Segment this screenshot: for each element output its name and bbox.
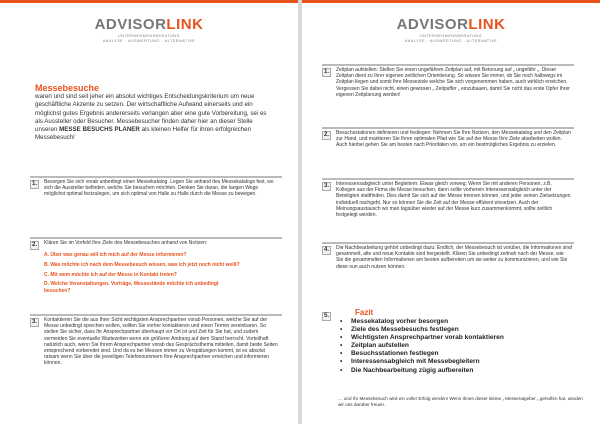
section-divider xyxy=(322,178,574,180)
fazit-item: • Die Nachbearbeitung zügig aufbereiten xyxy=(340,367,560,375)
section-number: 3. xyxy=(323,183,329,189)
section-divider xyxy=(30,176,282,178)
section-text: Besorgen Sie sich vorab unbedingt einen Messekatalog. Legen Sie anhand des Messekatalogs fest, wo sich die Aussteller befinden, welche Sie besuchen möchten. Denken Sie daran, die langen Wege möglichst optimal festzulegen, um sich optimal von Halle zu Halle durch die Messe zu bewegen. xyxy=(44,179,274,198)
question-item: D. Welche Veranstaltungen, Vorträge, Messestände möchte ich unbedingt besuchen? xyxy=(44,281,219,294)
logo-tagline: UNTERNEHMENSBERATUNG xyxy=(419,34,483,38)
section-text: Klären Sie im Vorfeld Ihre Ziele des Messebesuches anhand von Notizen: xyxy=(44,240,208,246)
question-item: B. Was möchte ich nach dem Messebesuch wissen, was ich jetzt noch nicht weiß? xyxy=(44,261,240,268)
fazit-item: • Besuchsstationen festlegen xyxy=(340,350,560,358)
logo-part-1: ADVISOR xyxy=(94,16,167,33)
fazit-item: • Messekatalog vorher besorgen xyxy=(340,318,560,326)
logo-part-1: ADVISOR xyxy=(396,16,469,33)
intro-body: waren und sind seit jeher ein absolut wichtiges Entscheidungskriterium um neue geschäftliche Akzente zu setzen. Der wirtschaftliche Aufwand einerseits und ein möglichst gutes Ergebnis andererseits verlangen aber eine gute Vorbereitung, sei es als Aussteller oder Besucher. Messebesucher finden daher hier an dieser Stelle unseren xyxy=(35,93,267,134)
section-text: Interessensabgleich unter Begleitern: Etwas gleich vorweg: Wenn Sie mit anderen Personen, z.B. Kollegen aus der Firma die Messe besuchen, dann sollte vorherein Interessensabgleich unter der Beteiligten stattfinden. Dies damit Sie sich auf der Messe trennen können, und jeder seinen Zielsetzungen individuell nachgeht. Nur so können Sie die Zeit auf der Messe effizient einsetzen. Auch der Meinungsaustausch wo man tagsüber wieder auf der Messe kurz zusammenkommt, sollte zeitlich festgelegt werden. xyxy=(336,181,571,219)
section-divider xyxy=(322,242,574,244)
section-text: Zeitplan aufstellen: Stellen Sie einen ungefähren Zeitplan auf, mit Betonung auf „ ungefähr „. Dieser Zeitplan dient zu Ihrer eigenen zeitlichen Orientierung. So wissen Sie immer, ob Sie noch halbwegs im Zeitplan liegen und somit Ihre Messeziele welche Sie sich vorgenommen haben, auch wirklich erreichen. Vergessen Sie dabei nicht, einen gewissen „ Zeitpuffer „ einzubauen, damit Sie nicht das erste Opfer Ihrer eigenen Zeitplanung werden! xyxy=(336,67,570,98)
section-divider xyxy=(322,127,574,129)
section-number: 1. xyxy=(31,181,37,187)
closing-text: … und Ihr Messebesuch wird ein voller Erfolg werden! Wenn Ihnen dieser kleine „ Messeratgeber „ geholfen hat, würden wir uns darüber freuen. xyxy=(338,396,583,407)
section-divider xyxy=(322,64,574,66)
page-title: Messebesuche xyxy=(35,83,100,93)
section-number: 2. xyxy=(323,132,329,138)
section-divider xyxy=(30,314,282,316)
fazit-item: • Ziele des Messebesuchs festlegen xyxy=(340,326,560,334)
section-divider xyxy=(30,237,282,239)
fazit-number: 5. xyxy=(323,313,329,319)
section-text: Kontaktieren Sie die aus Ihrer Sicht wichtigsten Ansprechpartner vorab Personen, welche Sie auf der Messe unbedingt sprechen wollen, sollten Sie vorher kontaktieren und einen Termin vereinbaren. So stellen Sie sicher, dass Ihr Ansprechpartner überhaupt vor Ort ist und Zeit für Sie hat, und zudem vermeiden Sie eventuelle Wartezeiten wenn ein größerer Andrang auf dem Stand herrscht. Vorteilhaft natürlich auch, wenn Sie Ihrem Ansprechpartner vorab das Gesprächsthema mitteilen, damit beide Seiten entsprechend vorbereitet sind. Und da es bei Messen immer zu Verspätungen kommt, ist es absolut ratsam wenn Sie über die jeweiligen Telefonnummern Ihre Ansprechpartner erreichen und informieren können. xyxy=(44,317,278,367)
intro-caps: MESSE BESUCHS PLANER xyxy=(59,126,140,134)
section-text: Die Nachbearbeitung gehört unbedingt dazu: Endlich, der Messebesuch ist vorüber, die Informationen sind gesammelt, alte und neue Kontakte sind hergestellt. Klären Sie unbedingt zeitnah nach der Messe, wie Sie die gesammelten Informationen am besten aufbereiten um sie weiter zu kommunizieren, und wie Sie diese nun auch nutzen können. xyxy=(336,245,572,270)
section-number: 3. xyxy=(31,319,37,325)
logo xyxy=(0,17,298,43)
logo-tagline: UNTERNEHMENSBERATUNG xyxy=(117,34,181,38)
intro-text xyxy=(35,93,275,143)
section-number: 4. xyxy=(323,247,329,253)
fazit-item: • Zeitplan aufstellen xyxy=(340,342,560,350)
section-number: 2. xyxy=(31,242,37,248)
fazit-item: • Interessensabgleich mit Messebegleitern xyxy=(340,358,560,366)
fazit-item: • Wichtigsten Ansprechpartner vorab kontaktieren xyxy=(340,334,560,342)
section-text: Besuchsstationen definieren und festlegen: Nehmen Sie Ihre Notizen, den Messekatalog und den Zeitplan zur Hand, und markieren Sie Ihren optimalen Pfad wie Sie auf der Messe Ihre Ziele abarbeiten wollen. Auch hierbei gehen Sie am besten nach Prioritäten vor, um ein bestmögliches Ergebnis zu erzielen. xyxy=(336,130,571,149)
section-number: 1. xyxy=(323,69,329,75)
logo-tagline-2: ANALYSE · AUSWERTUNG · ALTERNATIVE xyxy=(102,39,196,43)
question-item: A. Über was genau will ich mich auf der Messe informieren? xyxy=(44,252,187,258)
fazit-title: Fazit xyxy=(355,308,374,317)
intro-end: als kleinen Helfer für ihren erfolgreichen Messebesuch! xyxy=(35,126,252,142)
logo-part-2: LINK xyxy=(468,16,506,33)
logo xyxy=(302,17,600,43)
question-item: C. Mit wem möchte ich auf der Messe in Kontakt treten? xyxy=(44,271,177,278)
fazit-list xyxy=(340,318,560,375)
logo-part-2: LINK xyxy=(166,16,204,33)
question-list xyxy=(44,252,244,297)
logo-tagline-2: ANALYSE · AUSWERTUNG · ALTERNATIVE xyxy=(404,39,498,43)
